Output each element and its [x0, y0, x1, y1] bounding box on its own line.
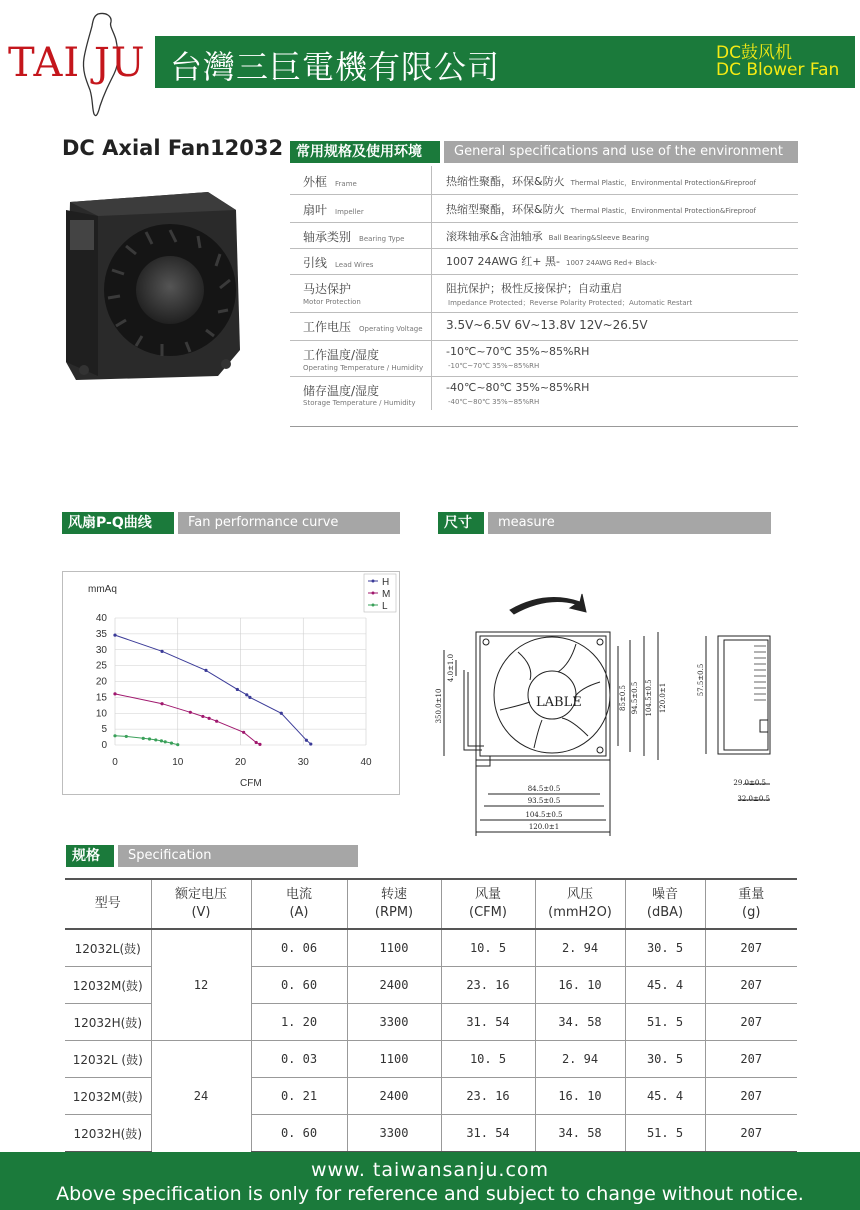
cell-noise: 45. 4: [625, 1078, 705, 1115]
dim-bottom-93: 93.5±0.5: [527, 797, 561, 805]
data-point-H: [280, 712, 283, 715]
product-name-cn: DC鼓风机: [716, 43, 792, 63]
col-header-current: 电流 (A): [251, 879, 347, 929]
data-point-L: [148, 737, 151, 740]
data-point-M: [208, 717, 211, 720]
specification-table: [65, 878, 797, 1153]
col-header-airflow: 风量 (CFM): [441, 879, 535, 929]
x-tick-label: 40: [360, 757, 372, 768]
cell-rpm: 1100: [347, 929, 441, 967]
measure-tab-en: measure: [488, 512, 771, 534]
company-name: 台灣三巨電機有限公司: [170, 48, 501, 86]
dim-right-104: 104.5±0.5: [645, 679, 653, 717]
cell-pressure: 34. 58: [535, 1004, 625, 1041]
cell-noise: 30. 5: [625, 1041, 705, 1078]
data-point-L: [160, 739, 163, 742]
dim-right-120: 120.0±1: [659, 682, 667, 714]
data-point-M: [242, 731, 245, 734]
y-tick-label: 20: [95, 676, 107, 688]
table-row: [65, 929, 797, 967]
series-line-H: [115, 635, 311, 744]
spec-row-storage-temp: 储存温度/湿度 Storage Temperature / Humidity -40℃~80℃ 35%~85%RH -40℃~80℃ 35%~85%RH: [290, 376, 798, 427]
cell-model: 12032L (鼓): [65, 1041, 151, 1078]
data-point-L: [176, 743, 179, 746]
cell-current: 0. 03: [251, 1041, 347, 1078]
data-point-H: [248, 696, 251, 699]
data-point-H: [305, 739, 308, 742]
y-tick-label: 5: [101, 724, 107, 736]
cell-weight: 207: [705, 1115, 797, 1153]
data-point-H: [160, 650, 163, 653]
specification-tab-en: Specification: [118, 845, 358, 867]
y-tick-label: 15: [95, 692, 107, 704]
data-point-M: [255, 741, 258, 744]
y-tick-label: 10: [95, 708, 107, 720]
dim-wire-length: 350.0±10: [435, 688, 443, 724]
dim-bottom-104: 104.5±0.5: [525, 811, 563, 819]
data-point-L: [164, 740, 167, 743]
data-point-H: [309, 742, 312, 745]
cell-pressure: 2. 94: [535, 929, 625, 967]
cell-pressure: 34. 58: [535, 1115, 625, 1153]
cell-model: 12032H(鼓): [65, 1115, 151, 1153]
chart-ylabel: mmAq: [88, 584, 117, 595]
cell-weight: 207: [705, 929, 797, 967]
data-point-M: [113, 692, 116, 695]
y-tick-label: 25: [95, 660, 107, 672]
spec-env-tab-en: General specifications and use of the environment: [444, 141, 798, 163]
cell-cfm: 23. 16: [441, 1078, 535, 1115]
cell-pressure: 16. 10: [535, 967, 625, 1004]
data-point-H: [245, 693, 248, 696]
cell-rpm: 3300: [347, 1004, 441, 1041]
spec-row-lead-wires: 引线 Lead Wires 1007 24AWG 红+ 黑- 1007 24AWG Red+ Black-: [290, 248, 798, 275]
y-tick-label: 0: [101, 740, 107, 751]
cell-model: 12032M(鼓): [65, 967, 151, 1004]
label-text: LABLE: [536, 695, 582, 710]
data-point-L: [170, 741, 173, 744]
cell-weight: 207: [705, 1078, 797, 1115]
data-point-H: [204, 669, 207, 672]
cell-pressure: 2. 94: [535, 1041, 625, 1078]
legend-marker-L: [372, 604, 375, 607]
data-point-M: [201, 715, 204, 718]
dim-bottom-84: 84.5±0.5: [527, 785, 561, 793]
cell-model: 12032H(鼓): [65, 1004, 151, 1041]
legend-marker-M: [372, 592, 375, 595]
data-point-L: [154, 738, 157, 741]
cell-rpm: 1100: [347, 1041, 441, 1078]
cell-pressure: 16. 10: [535, 1078, 625, 1115]
y-tick-label: 40: [95, 613, 107, 624]
disclaimer-text: Above specification is only for reference and subject to change without notice.: [56, 1183, 804, 1205]
data-point-L: [125, 735, 128, 738]
cell-weight: 207: [705, 1041, 797, 1078]
pq-curve-tab: 风扇P-Q曲线: [62, 512, 174, 534]
x-tick-label: 30: [297, 757, 309, 768]
data-point-L: [113, 734, 116, 737]
spec-row-operating-voltage: 工作电压 Operating Voltage 3.5V~6.5V 6V~13.8V 12V~26.5V: [290, 312, 798, 341]
cell-cfm: 31. 54: [441, 1004, 535, 1041]
dim-bottom-120: 120.0±1: [528, 823, 560, 831]
cell-weight: 207: [705, 1004, 797, 1041]
legend-label-M: M: [382, 589, 391, 600]
data-point-M: [189, 711, 192, 714]
specification-tab: 规格: [66, 845, 114, 867]
spec-row-impeller: 扇叶 Impeller 热缩型聚酯，环保&防火 Thermal Plastic，Environmental Protection&Fireproof: [290, 194, 798, 223]
series-line-M: [115, 694, 260, 745]
legend-label-H: H: [382, 577, 390, 588]
col-header-voltage: 额定电压 (V): [151, 879, 251, 929]
cell-current: 0. 21: [251, 1078, 347, 1115]
x-tick-label: 10: [172, 757, 184, 768]
spec-row-bearing: 轴承类别 Bearing Type 滚珠轴承&含油轴承 Ball Bearing&Sleeve Bearing: [290, 222, 798, 249]
x-tick-label: 0: [112, 757, 118, 768]
legend-label-L: L: [382, 601, 388, 612]
cell-rpm: 2400: [347, 967, 441, 1004]
dimension-drawing: [430, 580, 796, 840]
cell-current: 0. 60: [251, 967, 347, 1004]
spec-env-tab: 常用规格及使用环境: [290, 141, 440, 163]
dim-right-85: 85±0.5: [619, 685, 627, 711]
spec-row-frame: 外框 Frame 热缩性聚酯，环保&防火 Thermal Plastic，Environmental Protection&Fireproof: [290, 166, 798, 195]
col-header-speed: 转速 (RPM): [347, 879, 441, 929]
website-link[interactable]: www. taiwansanju.com: [310, 1159, 550, 1181]
company-logo: TAI JU: [8, 40, 146, 86]
measure-tab: 尺寸: [438, 512, 484, 534]
y-tick-label: 35: [95, 628, 107, 640]
table-header-row: [65, 879, 797, 929]
data-point-M: [160, 702, 163, 705]
spec-row-motor-protection: 马达保护 Motor Protection 阻抗保护；极性反接保护；自动重启 Impedance Protected；Reverse Polarity Protected；Automatic Restart: [290, 274, 798, 313]
dim-side-32: 32.0±0.5: [737, 795, 770, 803]
cell-cfm: 31. 54: [441, 1115, 535, 1153]
cell-noise: 51. 5: [625, 1115, 705, 1153]
table-row: [65, 1041, 797, 1078]
pq-curve-tab-en: Fan performance curve: [178, 512, 400, 534]
data-point-M: [215, 720, 218, 723]
col-header-pressure: 风压 (mmH2O): [535, 879, 625, 929]
series-line-L: [115, 736, 178, 745]
dim-wire-strip: 4.0±1.0: [447, 653, 455, 683]
cell-cfm: 10. 5: [441, 929, 535, 967]
spec-row-operating-temp: 工作温度/湿度 Operating Temperature / Humidity -10℃~70℃ 35%~85%RH -10℃~70℃ 35%~85%RH: [290, 340, 798, 377]
cell-current: 0. 06: [251, 929, 347, 967]
cell-rpm: 3300: [347, 1115, 441, 1153]
legend-marker-H: [372, 580, 375, 583]
data-point-M: [258, 743, 261, 746]
cell-voltage: 24: [151, 1041, 251, 1153]
data-point-H: [236, 688, 239, 691]
cell-model: 12032M(鼓): [65, 1078, 151, 1115]
dim-side-29: 29.0±0.5: [733, 779, 766, 787]
x-tick-label: 20: [234, 757, 247, 768]
col-header-noise: 噪音 (dBA): [625, 879, 705, 929]
cell-weight: 207: [705, 967, 797, 1004]
cell-noise: 30. 5: [625, 929, 705, 967]
cell-rpm: 2400: [347, 1078, 441, 1115]
data-point-H: [113, 634, 116, 637]
y-tick-label: 30: [95, 644, 107, 656]
pq-chart: [62, 571, 398, 793]
cell-current: 1. 20: [251, 1004, 347, 1041]
chart-xlabel: CFM: [240, 778, 262, 789]
cell-noise: 51. 5: [625, 1004, 705, 1041]
product-name-en: DC Blower Fan: [716, 60, 840, 80]
dim-side-57: 57.5±0.5: [697, 663, 705, 697]
fan-product-image: [58, 180, 268, 400]
cell-current: 0. 60: [251, 1115, 347, 1153]
footer: [0, 1152, 860, 1210]
col-header-weight: 重量 (g): [705, 879, 797, 929]
spec-divider: [431, 166, 432, 410]
cell-cfm: 10. 5: [441, 1041, 535, 1078]
model-title: DC Axial Fan12032: [62, 136, 284, 160]
cell-noise: 45. 4: [625, 967, 705, 1004]
cell-model: 12032L(鼓): [65, 929, 151, 967]
cell-cfm: 23. 16: [441, 967, 535, 1004]
col-header-model: 型号: [65, 879, 151, 929]
rotation-arrow-icon: [510, 594, 586, 614]
data-point-L: [142, 737, 145, 740]
dim-right-94: 94.5±0.5: [631, 681, 639, 715]
cell-voltage: 12: [151, 929, 251, 1041]
